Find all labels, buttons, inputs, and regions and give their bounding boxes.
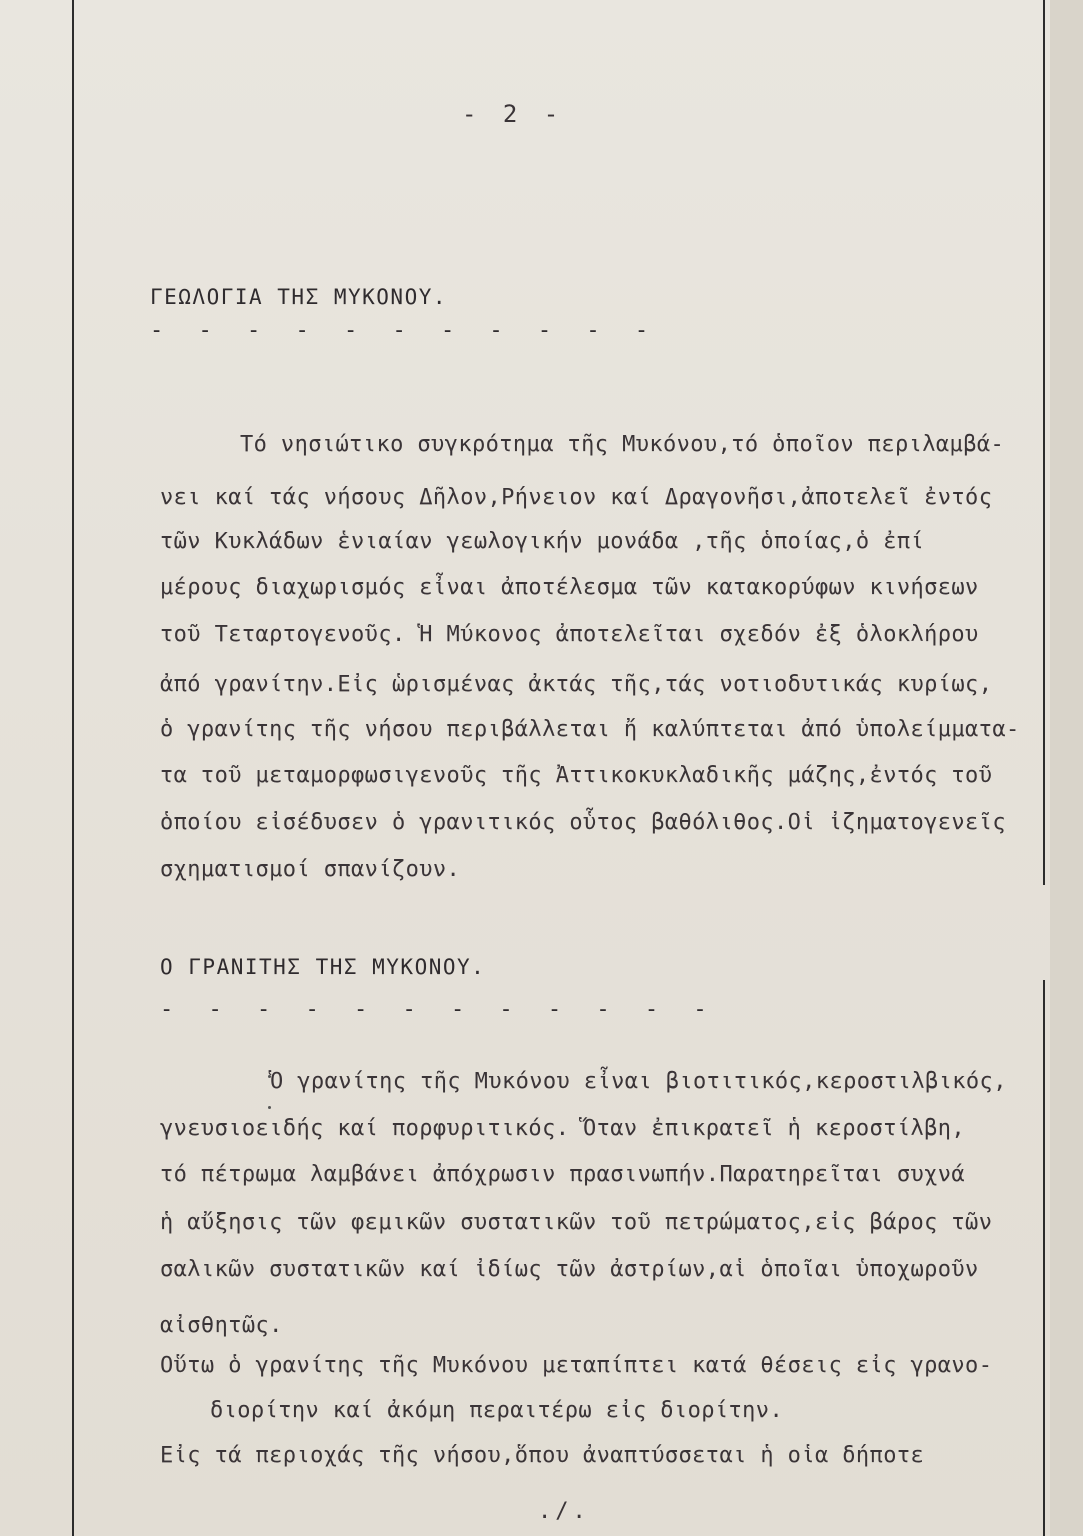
paragraph-line: μέρους διαχωρισμός εἶναι ἀποτέλεσμα τῶν κατακορύφων κινήσεων [160,575,979,600]
right-margin-rule-bottom [1043,980,1045,1536]
paragraph-line: ἡ αὔξησις τῶν φεμικῶν συστατικῶν τοῦ πετρώματος,εἰς βάρος τῶν [160,1210,993,1235]
underlying-page-edge [1050,0,1083,1536]
paragraph-line: νει καί τάς νήσους Δῆλον,Ρήνειον καί Δραγονῆσι,ἀποτελεῖ ἐντός [160,485,993,510]
section-title-granite: Ο ΓΡΑΝΙΤΗΣ ΤΗΣ ΜΥΚΟΝΟΥ. [160,955,486,979]
section-title-underline: - - - - - - - - - - - [150,318,660,343]
right-margin-rule-top [1043,0,1045,885]
paragraph-line: ὁποίου εἰσέδυσεν ὁ γρανιτικός οὗτος βαθόλιθος.Οἱ ἰζηματογενεῖς [160,810,1006,835]
paragraph-line: σαλικῶν συστατικῶν καί ἰδίως τῶν ἀστρίων,αἱ ὁποῖαι ὑποχωροῦν [160,1257,979,1282]
paragraph-line: διορίτην καί ἀκόμη περαιτέρω εἰς διορίτην. [210,1398,784,1423]
paragraph-line: Τό νησιώτικο συγκρότημα τῆς Μυκόνου,τό ὁποῖον περιλαμβά- [240,432,1005,457]
paragraph-line: τοῦ Τεταρτογενοῦς. Ἡ Μύκονος ἀποτελεῖται σχεδόν ἐξ ὁλοκλήρου [160,622,979,647]
paragraph-line: σχηματισμοί σπανίζουν. [160,857,461,882]
section-title-geology: ΓΕΩΛΟΓΙΑ ΤΗΣ ΜΥΚΟΝΟΥ. [150,285,448,309]
page-number: - 2 - [462,100,565,128]
paragraph-line: Οὕτω ὁ γρανίτης τῆς Μυκόνου μεταπίπτει κατά θέσεις εἰς γρανο- [160,1353,993,1378]
paragraph-line: Εἰς τά περιοχάς τῆς νήσου,ὅπου ἀναπτύσσεται ἡ οἱα δήποτε [160,1443,925,1468]
paragraph-line: τῶν Κυκλάδων ἑνιαίαν γεωλογικήν μονάδα ,τῆς ὁποίας,ὁ ἐπί [160,529,925,554]
paragraph-line: Ὁ γρανίτης τῆς Μυκόνου εἶναι βιοτιτικός,κεροστιλβικός, [270,1069,1007,1094]
paragraph-line: τα τοῦ μεταμορφωσιγενοῦς τῆς Ἀττικοκυκλαδικῆς μάζης,ἐντός τοῦ [160,763,993,788]
section-title-underline: - - - - - - - - - - - - [160,997,718,1022]
ink-speck [268,1106,271,1109]
paragraph-line: ἀπό γρανίτην.Εἰς ὡρισμένας ἀκτάς τῆς,τάς νοτιοδυτικάς κυρίως, [160,672,993,697]
paragraph-line: τό πέτρωμα λαμβάνει ἀπόχρωσιν πρασινωπήν.Παρατηρεῖται συχνά [160,1162,966,1187]
left-margin-rule [72,0,74,1536]
paragraph-line: γνευσιοειδής καί πορφυριτικός. Ὅταν ἐπικρατεῖ ἡ κεροστίλβη, [160,1116,966,1141]
continuation-mark: ./. [538,1499,590,1524]
paragraph-line: αἰσθητῶς. [160,1313,283,1338]
paragraph-line: ὁ γρανίτης τῆς νήσου περιβάλλεται ἤ καλύπτεται ἀπό ὑπολείμματα- [160,717,1020,742]
